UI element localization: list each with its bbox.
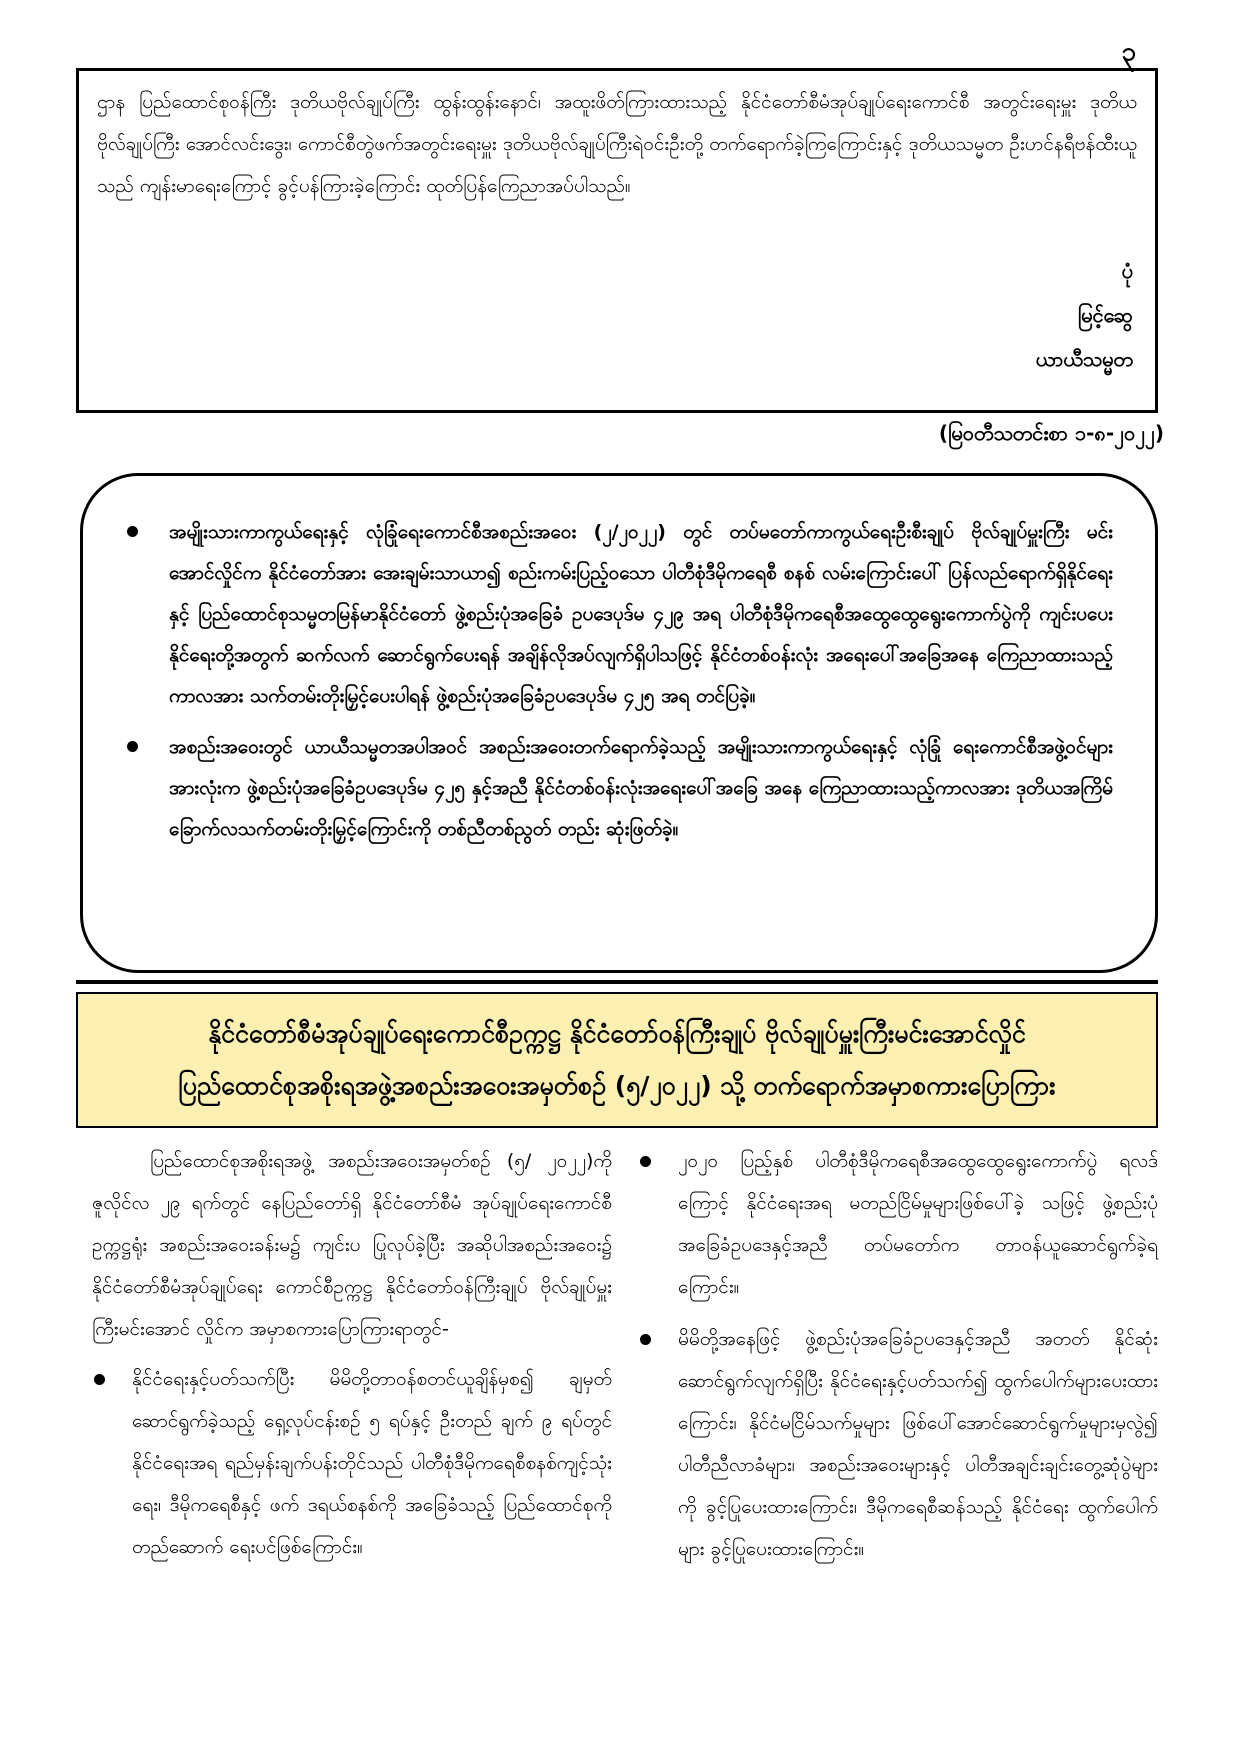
- article-left-list: [92, 1358, 612, 1568]
- signature-name: မြင့်ဆွေ: [1077, 303, 1133, 327]
- letter-box: [76, 68, 1158, 413]
- article-right-list: [638, 1140, 1158, 1570]
- article-left-column: [92, 1140, 612, 1578]
- notice-item: [127, 727, 1113, 850]
- headline-line-2: ပြည်ထောင်စုအစိုးရအဖွဲ့အစည်းအဝေးအမှတ်စဉ် (၅/၂၀၂၂) သို့ တက်ရောက်အမှာစကားပြောကြား: [178, 1071, 1056, 1100]
- section-divider: [76, 980, 1158, 984]
- article-list-item: [638, 1318, 1158, 1570]
- headline-line-1: နိုင်ငံတော်စီမံအုပ်ချုပ်ရေးကောင်စီဥက္ကဋ္ဌ နိုင်ငံတော်ဝန်ကြီးချုပ် ဗိုလ်ချုပ်မှူးကြီးမင်းအောင်လှိုင်: [208, 1019, 1026, 1048]
- article-list-item: [92, 1358, 612, 1568]
- notice-item-text: အစည်းအဝေးတွင် ယာယီသမ္မတအပါအဝင် အစည်းအဝေးတက်ရောက်ခဲ့သည့် အမျိုးသားကာကွယ်ရေးနှင့် လုံခြုံ ရေးကောင်စီအဖွဲ့ဝင်များအားလုံးက ဖွဲ့စည်းပုံအခြေခံဥပဒေပုဒ်မ ၄၂၅ နှင့်အညီ နိုင်ငံတစ်ဝန်းလုံးအရေးပေါ်အခြေ အနေ ကြေညာထားသည့်ကာလအား ဒုတိယအကြိမ် ခြောက်လသက်တမ်းတိုးမြှင့်ကြောင်းကို တစ်ညီတစ်ညွတ် တည်း ဆုံးဖြတ်ခဲ့။: [169, 736, 1113, 840]
- page-number: ၃: [1121, 37, 1136, 67]
- signature-sign: ပုံ: [1121, 259, 1133, 283]
- article-list-item-text: ၂၀၂၀ ပြည့်နှစ် ပါတီစုံဒီမိုကရေစီအထွေထွေရွေးကောက်ပွဲ ရလဒ်ကြောင့် နိုင်ငံရေးအရ မတည်ငြိမ်မှုများဖြစ်ပေါ်ခဲ့ သဖြင့် ဖွဲ့စည်းပုံအခြေခံဥပဒေနှင့်အညီ တပ်မတော်က တာဝန်ယူဆောင်ရွက်ခဲ့ရကြောင်း။: [678, 1150, 1158, 1298]
- notice-item: [127, 512, 1113, 717]
- article-list-item: [638, 1140, 1158, 1308]
- signature-block: [1036, 249, 1133, 381]
- bullet-icon: [640, 1156, 651, 1167]
- headline-box: [76, 992, 1158, 1128]
- letter-body: ဌာန ပြည်ထောင်စုဝန်ကြီး ဒုတိယဗိုလ်ချုပ်ကြီး ထွန်းထွန်းနောင်၊ အထူးဖိတ်ကြားထားသည့် နိုင်ငံတော်စီမံအုပ်ချုပ်ရေးကောင်စီ အတွင်းရေးမှူး ဒုတိယဗိုလ်ချုပ်ကြီး အောင်လင်းဒွေး၊ ကောင်စီတွဲဖက်အတွင်းရေးမှူး ဒုတိယဗိုလ်ချုပ်ကြီးရဲဝင်းဦးတို့ တက်ရောက်ခဲ့ကြကြောင်းနှင့် ဒုတိယသမ္မတ ဦးဟင်နရီဗန်ထီးယူသည် ကျန်းမာရေးကြောင့် ခွင့်ပန်ကြားခဲ့ကြောင်း ထုတ်ပြန်ကြေညာအပ်ပါသည်။: [97, 91, 1137, 197]
- bullet-icon: [127, 741, 138, 752]
- bullet-icon: [127, 526, 138, 537]
- article-list-item-text: နိုင်ငံရေးနှင့်ပတ်သက်ပြီး မိမိတို့တာဝန်စတင်ယူချိန်မှစ၍ ချမှတ်ဆောင်ရွက်ခဲ့သည့် ရှေ့လုပ်ငန်းစဉ် ၅ ရပ်နှင့် ဦးတည် ချက် ၉ ရပ်တွင် နိုင်ငံရေးအရ ရည်မှန်းချက်ပန်းတိုင်သည် ပါတီစုံဒီမိုကရေစီစနစ်ကျင့်သုံးရေး၊ ဒီမိုကရေစီနှင့် ဖက် ဒရယ်စနစ်ကို အခြေခံသည့် ပြည်ထောင်စုကို တည်ဆောက် ရေးပင်ဖြစ်ကြောင်း။: [132, 1368, 612, 1558]
- notice-list: [127, 512, 1113, 850]
- signature-title: ယာယီသမ္မတ: [1035, 347, 1133, 371]
- bullet-icon: [640, 1334, 651, 1345]
- article-right-column: [638, 1140, 1158, 1580]
- bullet-icon: [94, 1374, 105, 1385]
- notice-box: [80, 473, 1158, 973]
- notice-item-text: အမျိုးသားကာကွယ်ရေးနှင့် လုံခြုံရေးကောင်စီအစည်းအဝေး (၂/၂၀၂၂) တွင် တပ်မတော်ကာကွယ်ရေးဦးစီးချုပ် ဗိုလ်ချုပ်မှူးကြီး မင်းအောင်လှိုင်က နိုင်ငံတော်အား အေးချမ်းသာယာ၍ စည်းကမ်းပြည့်ဝသော ပါတီစုံဒီမိုကရေစီ စနစ် လမ်းကြောင်းပေါ် ပြန်လည်ရောက်ရှိနိုင်ရေးနှင့် ပြည်ထောင်စုသမ္မတမြန်မာနိုင်ငံတော် ဖွဲ့စည်းပုံအခြေခံ ဥပဒေပုဒ်မ ၄၂၉ အရ ပါတီစုံဒီမိုကရေစီအထွေထွေရွေးကောက်ပွဲကို ကျင်းပပေးနိုင်ရေးတို့အတွက် ဆက်လက် ဆောင်ရွက်ပေးရန် အချိန်လိုအပ်လျက်ရှိပါသဖြင့် နိုင်ငံတစ်ဝန်းလုံး အရေးပေါ်အခြေအနေ ကြေညာထားသည့် ကာလအား သက်တမ်းတိုးမြှင့်ပေးပါရန် ဖွဲ့စည်းပုံအခြေခံဥပဒေပုဒ်မ ၄၂၅ အရ တင်ပြခဲ့။: [169, 521, 1113, 707]
- article-intro: ပြည်ထောင်စုအစိုးရအဖွဲ့ အစည်းအဝေးအမှတ်စဉ် (၅/ ၂၀၂၂)ကို ဇူလိုင်လ ၂၉ ရက်တွင် နေပြည်တော်ရှိ နိုင်ငံတော်စီမံ အုပ်ချုပ်ရေးကောင်စီဥက္ကဋ္ဌရုံး အစည်းအဝေးခန်းမ၌ ကျင်းပ ပြုလုပ်ခဲ့ပြီး အဆိုပါအစည်းအဝေး၌ နိုင်ငံတော်စီမံအုပ်ချုပ်ရေး ကောင်စီဥက္ကဋ္ဌ နိုင်ငံတော်ဝန်ကြီးချုပ် ဗိုလ်ချုပ်မှူးကြီးမင်းအောင် လှိုင်က အမှာစကားပြောကြားရာတွင်-: [92, 1150, 612, 1340]
- article-list-item-text: မိမိတို့အနေဖြင့် ဖွဲ့စည်းပုံအခြေခံဥပဒေနှင့်အညီ အတတ် နိုင်ဆုံး ဆောင်ရွက်လျက်ရှိပြီး နိုင်ငံရေးနှင့်ပတ်သက်၍ ထွက်ပေါက်များပေးထားကြောင်း၊ နိုင်ငံမငြိမ်သက်မှုများ ဖြစ်ပေါ်အောင်ဆောင်ရွက်မှုများမှလွဲ၍ ပါတီညီလာခံများ၊ အစည်းအဝေးများနှင့် ပါတီအချင်းချင်းတွေ့ဆုံပွဲများကို ခွင့်ပြုပေးထားကြောင်း၊ ဒီမိုကရေစီဆန်သည့် နိုင်ငံရေး ထွက်ပေါက်များ ခွင့်ပြုပေးထားကြောင်း။: [678, 1328, 1158, 1560]
- source-date: (မြဝတီသတင်းစာ ၁-၈-၂၀၂၂): [938, 421, 1164, 445]
